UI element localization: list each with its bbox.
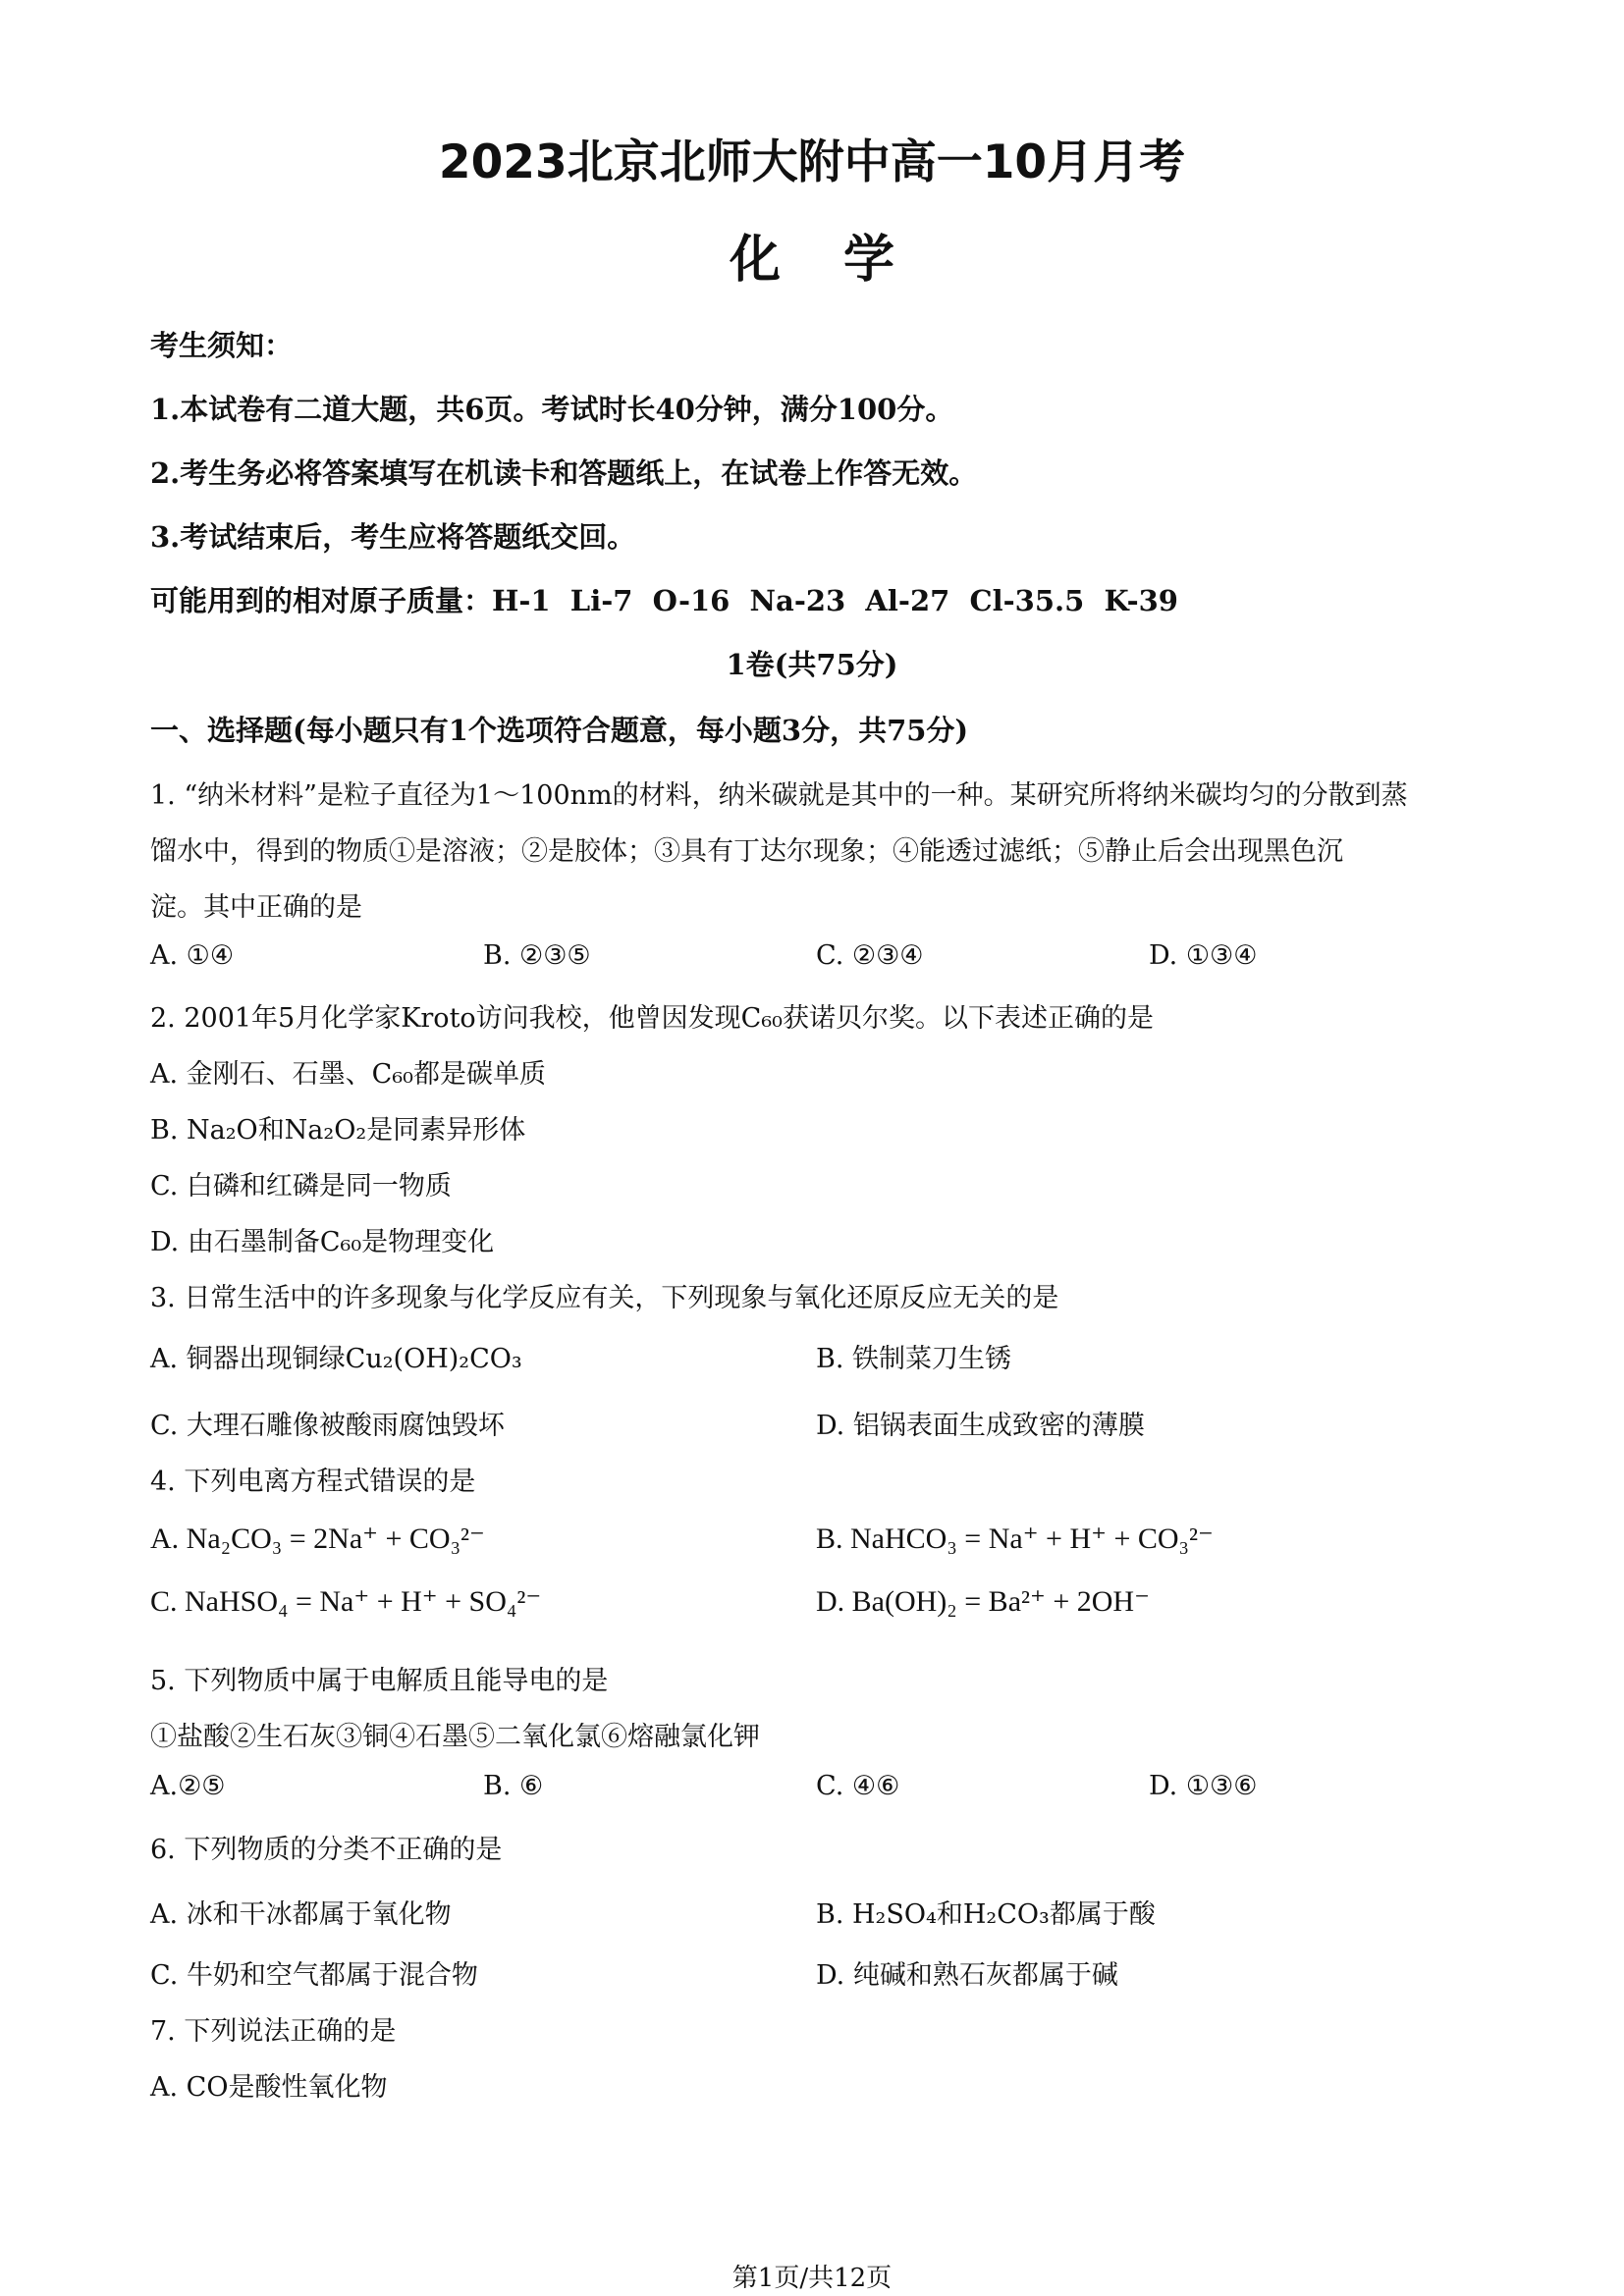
question-2-option-b: B. Na₂O和Na₂O₂是同素异形体 xyxy=(150,1115,526,1146)
question-1-option-a: A. ①④ xyxy=(150,940,235,971)
notice-item-1: 1.本试卷有二道大题，共6页。考试时长40分钟，满分100分。 xyxy=(150,393,954,426)
question-4-option-c: C. NaHSO₄ = Na⁺ + H⁺ + SO₄²⁻ xyxy=(150,1585,542,1618)
question-4-stem: 4. 下列电离方程式错误的是 xyxy=(150,1467,476,1497)
section-title: 一、选择题(每小题只有1个选项符合题意，每小题3分，共75分) xyxy=(150,714,969,747)
question-4-option-d: D. Ba(OH)₂ = Ba²⁺ + 2OH⁻ xyxy=(816,1585,1150,1618)
question-3-option-d: D. 铝锅表面生成致密的薄膜 xyxy=(816,1411,1145,1441)
exam-title: 2023北京北师大附中高一10月月考 xyxy=(438,135,1186,189)
question-7-option-a: A. CO是酸性氧化物 xyxy=(150,2072,388,2103)
notice-heading: 考生须知： xyxy=(150,329,294,362)
question-5-option-d: D. ①③⑥ xyxy=(1149,1771,1258,1801)
question-6-option-a: A. 冰和干冰都属于氧化物 xyxy=(150,1899,452,1930)
question-3-stem: 3. 日常生活中的许多现象与化学反应有关，下列现象与氧化还原反应无关的是 xyxy=(150,1283,1059,1313)
notice-item-3: 3.考试结束后，考生应将答题纸交回。 xyxy=(150,520,636,554)
question-5-stem: 5. 下列物质中属于电解质且能导电的是 xyxy=(150,1666,609,1696)
question-2-stem: 2. 2001年5月化学家Kroto访问我校，他曾因发现C₆₀获诺贝尔奖。以下表述正确的是 xyxy=(150,1003,1154,1034)
question-1-stem-line-3: 淀。其中正确的是 xyxy=(150,892,362,923)
question-1-stem-line-1: 1. “纳米材料”是粒子直径为1～100nm的材料，纳米碳就是其中的一种。某研究所将纳米碳均匀的分散到蒸 xyxy=(150,780,1408,811)
question-5-option-b: B. ⑥ xyxy=(483,1771,544,1801)
question-3-option-a: A. 铜器出现铜绿Cu₂(OH)₂CO₃ xyxy=(150,1344,522,1374)
question-1-option-b: B. ②③⑤ xyxy=(483,940,591,971)
atomic-masses: 可能用到的相对原子质量：H-1 Li-7 O-16 Na-23 Al-27 Cl-35.5 K-39 xyxy=(150,584,1178,617)
question-5-option-a: A.②⑤ xyxy=(150,1771,226,1801)
question-5-substances: ①盐酸②生石灰③铜④石墨⑤二氧化氯⑥熔融氯化钾 xyxy=(150,1722,760,1752)
question-2-option-c: C. 白磷和红磷是同一物质 xyxy=(150,1171,452,1201)
question-2-option-a: A. 金刚石、石墨、C₆₀都是碳单质 xyxy=(150,1059,546,1090)
question-6-stem: 6. 下列物质的分类不正确的是 xyxy=(150,1835,503,1865)
question-5-option-c: C. ④⑥ xyxy=(816,1771,900,1801)
question-7-stem: 7. 下列说法正确的是 xyxy=(150,2016,397,2047)
question-3-option-b: B. 铁制菜刀生锈 xyxy=(816,1344,1012,1374)
question-6-option-d: D. 纯碱和熟石灰都属于碱 xyxy=(816,1960,1118,1991)
question-3-option-c: C. 大理石雕像被酸雨腐蚀毁坏 xyxy=(150,1411,505,1441)
question-4-option-a: A. Na₂CO₃ = 2Na⁺ + CO₃²⁻ xyxy=(150,1522,485,1555)
volume-heading: 1卷(共75分) xyxy=(726,648,898,681)
notice-item-2: 2.考生务必将答案填写在机读卡和答题纸上，在试卷上作答无效。 xyxy=(150,456,978,490)
question-2-option-d: D. 由石墨制备C₆₀是物理变化 xyxy=(150,1227,495,1257)
question-1-stem-line-2: 馏水中，得到的物质①是溶液；②是胶体；③具有丁达尔现象；④能透过滤纸；⑤静止后会出现黑色沉 xyxy=(150,836,1343,867)
question-1-option-d: D. ①③④ xyxy=(1149,940,1258,971)
question-6-option-b: B. H₂SO₄和H₂CO₃都属于酸 xyxy=(816,1899,1156,1930)
question-1-option-c: C. ②③④ xyxy=(816,940,924,971)
subject-title: 化学 xyxy=(729,231,957,290)
question-4-option-b: B. NaHCO₃ = Na⁺ + H⁺ + CO₃²⁻ xyxy=(816,1522,1214,1555)
question-6-option-c: C. 牛奶和空气都属于混合物 xyxy=(150,1960,478,1991)
page-footer: 第1页/共12页 xyxy=(731,2264,893,2293)
